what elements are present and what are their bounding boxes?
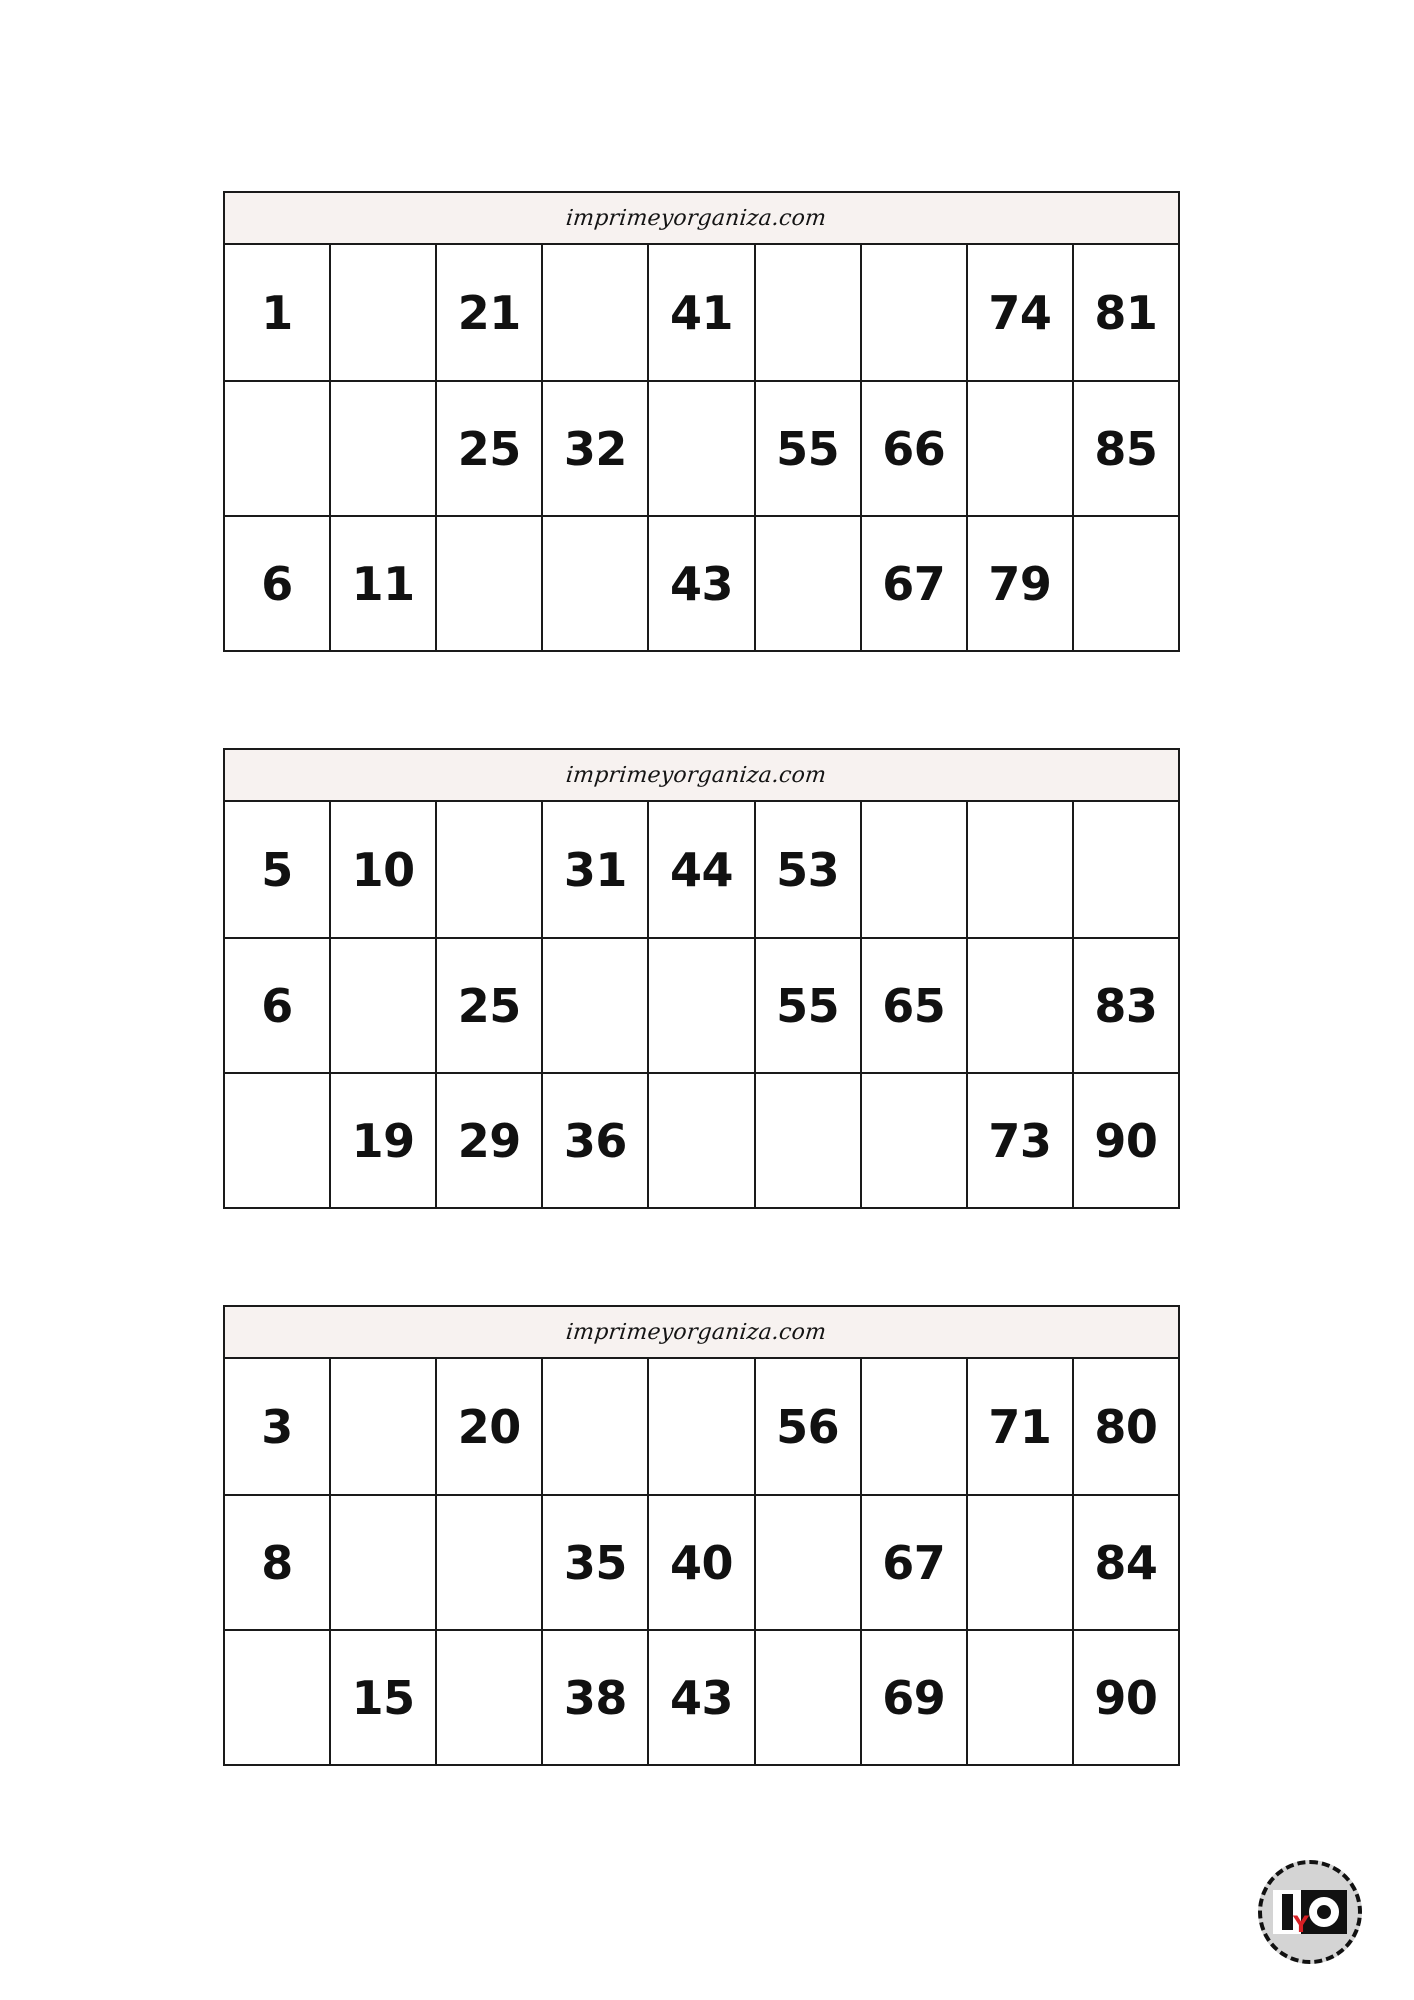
bingo-cell[interactable]: 41 [647,245,753,380]
bingo-cell[interactable]: 11 [329,517,435,650]
bingo-cell[interactable]: 1 [261,285,293,340]
table-row [225,380,1178,515]
bingo-card-3 [223,1305,1180,1766]
brand-logo-badge [1258,1860,1362,1964]
bingo-cell[interactable] [754,1496,860,1629]
table-row [225,245,1178,380]
bingo-cell[interactable]: 55 [754,382,860,515]
bingo-cell[interactable] [225,1074,329,1207]
bingo-cell[interactable] [966,382,1072,515]
bingo-cell[interactable]: 21 [435,245,541,380]
bingo-cell[interactable]: 3 [261,1399,293,1454]
bingo-grid-2 [225,802,1178,1207]
bingo-cell[interactable]: 20 [435,1359,541,1494]
table-row [225,1494,1178,1629]
bingo-cell[interactable] [754,1631,860,1764]
bingo-cell[interactable]: 8 [261,1535,293,1590]
bingo-cell[interactable]: 25 [435,382,541,515]
bingo-cell[interactable]: 79 [966,517,1072,650]
bingo-cell[interactable] [1072,517,1178,650]
bingo-cell[interactable] [329,939,435,1072]
bingo-cell[interactable]: 65 [860,939,966,1072]
bingo-cell[interactable] [329,382,435,515]
logo-inner [1273,1890,1347,1938]
bingo-cell[interactable]: 69 [860,1631,966,1764]
bingo-cell[interactable]: 73 [966,1074,1072,1207]
bingo-cell[interactable]: 40 [647,1496,753,1629]
bingo-cell[interactable]: 53 [754,802,860,937]
bingo-cell[interactable] [329,245,435,380]
logo-o-ring [1309,1897,1339,1927]
bingo-cell[interactable] [647,1359,753,1494]
bingo-cell[interactable] [647,939,753,1072]
bingo-cell[interactable] [966,802,1072,937]
bingo-cell[interactable]: 90 [1072,1074,1178,1207]
bingo-cell[interactable] [329,1496,435,1629]
bingo-cell[interactable]: 90 [1072,1631,1178,1764]
bingo-grid-3 [225,1359,1178,1764]
bingo-card-2 [223,748,1180,1209]
bingo-cell[interactable]: 67 [860,1496,966,1629]
bingo-cell[interactable]: 19 [329,1074,435,1207]
bingo-cell[interactable]: 36 [541,1074,647,1207]
bingo-cell[interactable]: 35 [541,1496,647,1629]
bingo-cell[interactable]: 6 [261,978,293,1033]
bingo-cell[interactable]: 43 [647,517,753,650]
bingo-cell[interactable] [966,1496,1072,1629]
table-row [225,1629,1178,1764]
bingo-cell[interactable]: 67 [860,517,966,650]
bingo-cell[interactable]: 84 [1072,1496,1178,1629]
bingo-cell[interactable]: 83 [1072,939,1178,1072]
bingo-cell[interactable] [860,245,966,380]
bingo-cell[interactable]: 71 [966,1359,1072,1494]
bingo-cell[interactable] [647,1074,753,1207]
bingo-cell[interactable] [754,517,860,650]
logo-i-bar [1282,1894,1293,1930]
bingo-cell[interactable]: 5 [261,842,293,897]
bingo-cell[interactable] [435,1496,541,1629]
table-row [225,1359,1178,1494]
bingo-cell[interactable]: 80 [1072,1359,1178,1494]
logo-letter-y-icon: Y [1293,1913,1309,1938]
bingo-cell[interactable]: 15 [329,1631,435,1764]
bingo-cell[interactable] [754,1074,860,1207]
bingo-cell[interactable] [647,382,753,515]
bingo-cards-stack [223,191,1180,1862]
bingo-cell[interactable]: 81 [1072,245,1178,380]
bingo-cell[interactable]: 29 [435,1074,541,1207]
bingo-cell[interactable]: 66 [860,382,966,515]
bingo-cell[interactable] [754,245,860,380]
brand-watermark-text: imprimeyorganiza.com [565,205,828,231]
bingo-cell[interactable] [541,517,647,650]
bingo-cell[interactable] [1072,802,1178,937]
bingo-cell[interactable]: 38 [541,1631,647,1764]
card-header-3 [225,1307,1178,1359]
bingo-cell[interactable]: 44 [647,802,753,937]
table-row [225,937,1178,1072]
bingo-cell[interactable]: 25 [435,939,541,1072]
bingo-card-1 [223,191,1180,652]
bingo-cell[interactable] [541,1359,647,1494]
table-row [225,802,1178,937]
bingo-cell[interactable] [966,939,1072,1072]
card-header-1 [225,193,1178,245]
bingo-cell[interactable] [860,1074,966,1207]
bingo-cell[interactable]: 10 [329,802,435,937]
bingo-cell[interactable]: 85 [1072,382,1178,515]
bingo-cell[interactable]: 56 [754,1359,860,1494]
bingo-cell[interactable] [860,1359,966,1494]
bingo-cell[interactable] [225,382,329,515]
table-row [225,515,1178,650]
bingo-cell[interactable] [435,1631,541,1764]
bingo-cell[interactable] [541,939,647,1072]
bingo-cell[interactable] [329,1359,435,1494]
bingo-cell[interactable] [435,802,541,937]
card-header-2 [225,750,1178,802]
bingo-cell[interactable]: 74 [966,245,1072,380]
bingo-cell[interactable]: 43 [647,1631,753,1764]
bingo-cell[interactable]: 6 [261,556,293,611]
bingo-cell[interactable] [966,1631,1072,1764]
brand-watermark-text: imprimeyorganiza.com [565,762,828,788]
bingo-grid-1 [225,245,1178,650]
bingo-cell[interactable] [860,802,966,937]
bingo-cell[interactable]: 55 [754,939,860,1072]
bingo-cell[interactable] [225,1631,329,1764]
bingo-cell[interactable] [541,245,647,380]
bingo-cell[interactable]: 32 [541,382,647,515]
brand-watermark-text: imprimeyorganiza.com [565,1319,828,1345]
bingo-cell[interactable]: 31 [541,802,647,937]
bingo-cell[interactable] [435,517,541,650]
table-row [225,1072,1178,1207]
